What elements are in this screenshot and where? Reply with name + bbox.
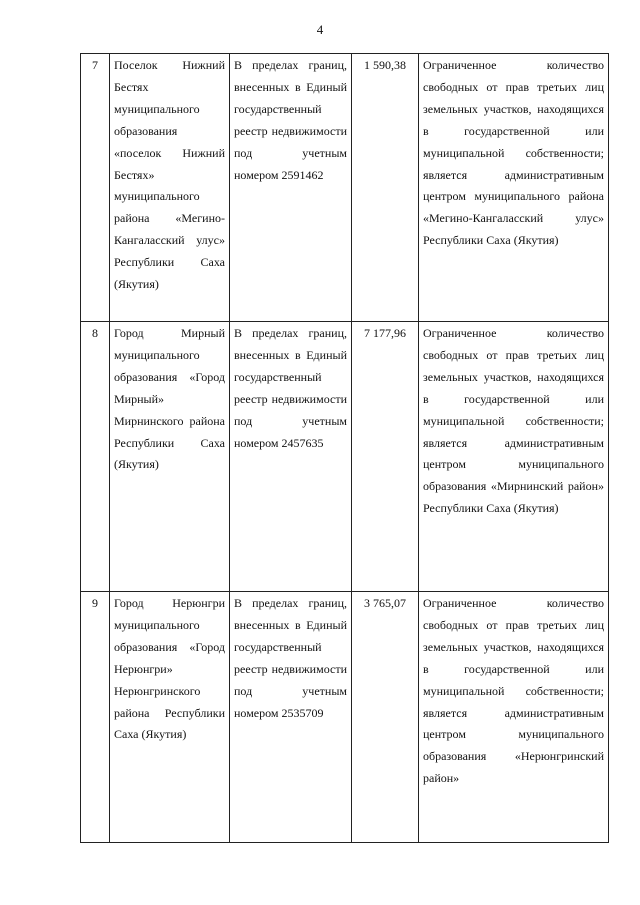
- area-value: 1 590,38: [352, 54, 419, 322]
- table-row: [81, 54, 609, 322]
- settlement-name: Поселок Нижний Бестях муниципального образования «поселок Нижний Бестях» муниципального района «Мегино-Кангаласский улус» Республики Саха (Якутия): [110, 54, 230, 322]
- table-row: [81, 322, 609, 592]
- settlement-name: Город Нерюнгри муниципального образования «Город Нерюнгри» Нерюнгринского района Республики Саха (Якутия): [110, 592, 230, 843]
- row-number: 8: [81, 322, 110, 592]
- boundary-description: В пределах границ, внесенных в Единый государственный реестр недвижимости под учетным номером 2457635: [230, 322, 352, 592]
- justification-note: Ограниченное количество свободных от прав третьих лиц земельных участков, находящихся в государственной или муниципальной собственности; является административным центром муниципального образования «Нерюнгринский район»: [419, 592, 609, 843]
- row-number: 9: [81, 592, 110, 843]
- boundary-description: В пределах границ, внесенных в Единый государственный реестр недвижимости под учетным номером 2591462: [230, 54, 352, 322]
- area-value: 7 177,96: [352, 322, 419, 592]
- settlement-name: Город Мирный муниципального образования «Город Мирный» Мирнинского района Республики Саха (Якутия): [110, 322, 230, 592]
- justification-note: Ограниченное количество свободных от прав третьих лиц земельных участков, находящихся в государственной или муниципальной собственности; является административным центром муниципального образования «Мирнинский район» Республики Саха (Якутия): [419, 322, 609, 592]
- table-row: [81, 592, 609, 843]
- page-number: 4: [316, 22, 324, 37]
- settlements-table: [80, 53, 609, 843]
- justification-note: Ограниченное количество свободных от прав третьих лиц земельных участков, находящихся в государственной или муниципальной собственности; является административным центром муниципального района «Мегино-Кангаласский улус» Республики Саха (Якутия): [419, 54, 609, 322]
- boundary-description: В пределах границ, внесенных в Единый государственный реестр недвижимости под учетным номером 2535709: [230, 592, 352, 843]
- row-number: 7: [81, 54, 110, 322]
- area-value: 3 765,07: [352, 592, 419, 843]
